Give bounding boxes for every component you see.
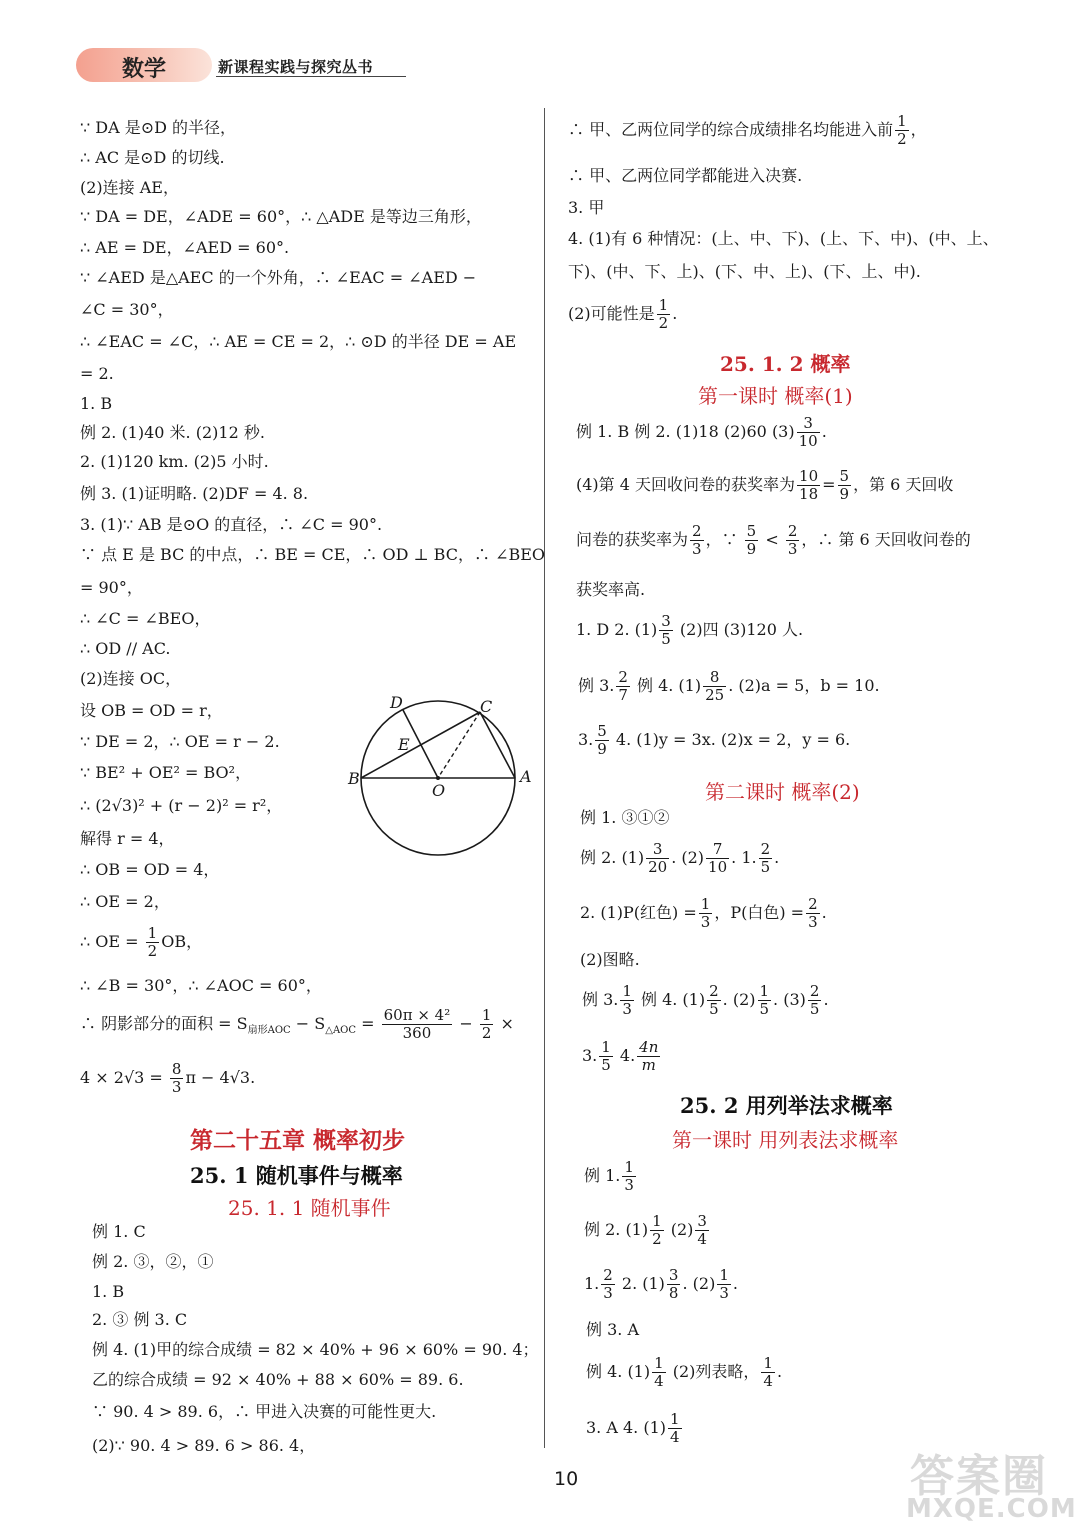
text-line xyxy=(582,1036,662,1076)
text-line xyxy=(80,1004,514,1051)
text-span: (2)列表略， xyxy=(667,1362,760,1381)
text-line: 4. (1)有 6 种情况：(上、中、下)、(上、下、中)、(中、上、 xyxy=(568,229,999,248)
text-line: ∴ OE = 2， xyxy=(80,892,170,911)
text-span: 问卷的获奖率为 xyxy=(576,530,689,549)
center-point xyxy=(436,776,440,780)
text-line xyxy=(576,520,971,560)
denominator: 3 xyxy=(603,1284,613,1302)
numerator: 2 xyxy=(760,840,771,858)
numerator: 1 xyxy=(652,1212,662,1230)
text-span: 2. (1) xyxy=(616,1274,665,1293)
fraction xyxy=(601,1267,615,1302)
label-b: B xyxy=(348,769,360,788)
denominator: 5 xyxy=(601,1056,611,1074)
text-line: 获奖率高. xyxy=(576,580,646,599)
text-line: (2)图略. xyxy=(580,950,640,969)
fraction xyxy=(695,1213,709,1248)
text-span: . xyxy=(732,1274,738,1293)
text-span: × xyxy=(500,1014,514,1033)
text-span: . (2) xyxy=(671,848,705,867)
text-span: OB， xyxy=(161,932,203,951)
fraction xyxy=(806,896,820,931)
numerator: 1 xyxy=(700,895,711,913)
text-line: ∴ OD // AC. xyxy=(80,639,171,658)
section-title: 25. 1 随机事件与概率 xyxy=(190,1163,403,1188)
numerator: 1 xyxy=(897,112,907,130)
lesson-title: 第一课时 概率(1) xyxy=(698,384,853,408)
numerator: 5 xyxy=(746,522,757,540)
denominator: 360 xyxy=(402,1024,432,1042)
denominator: 7 xyxy=(618,686,628,704)
fraction xyxy=(667,1267,681,1302)
numerator: 3 xyxy=(668,1266,679,1284)
header-rule xyxy=(216,76,406,77)
fraction xyxy=(745,523,759,558)
text-line xyxy=(80,922,202,962)
text-span: < xyxy=(765,530,779,549)
fraction xyxy=(646,841,669,876)
text-line: ∵ BE² + OE² = BO²， xyxy=(80,763,252,782)
dashed-oc xyxy=(438,712,480,778)
text-line xyxy=(586,1408,684,1448)
text-line: ∵ ∠AED 是△AEC 的一个外角，∴ ∠EAC = ∠AED − xyxy=(80,268,477,287)
text-line: 例 4. (1)甲的综合成绩 = 82 × 40% + 96 × 60% = 90. 4； xyxy=(92,1340,539,1359)
text-line: 乙的综合成绩 = 92 × 40% + 88 × 60% = 89. 6. xyxy=(92,1370,464,1389)
text-line: ∴ OB = OD = 4， xyxy=(80,860,220,879)
fraction xyxy=(657,297,671,332)
denominator: 8 xyxy=(668,1284,679,1302)
text-line: 下)、(中、下、上)、(下、中、上)、(下、上、中). xyxy=(568,262,921,281)
numerator: 4n xyxy=(639,1038,659,1056)
numerator: 2 xyxy=(709,982,719,1000)
fraction xyxy=(706,841,729,876)
text-span: 3. xyxy=(578,730,594,749)
denominator: 3 xyxy=(624,1176,634,1194)
text-span: . xyxy=(776,1362,783,1381)
text-line: 解得 r = 4， xyxy=(80,829,175,848)
text-span: = xyxy=(356,1014,375,1033)
lesson-title: 第一课时 用列表法求概率 xyxy=(672,1128,899,1152)
denominator: 9 xyxy=(597,740,607,758)
text-line xyxy=(586,1352,782,1392)
denominator: 5 xyxy=(759,1000,770,1018)
numerator: 1 xyxy=(763,1354,773,1372)
numerator: 5 xyxy=(597,722,607,740)
denominator: 2 xyxy=(481,1024,492,1042)
label-e: E xyxy=(398,735,410,754)
text-line xyxy=(568,110,927,150)
numerator: 10 xyxy=(799,467,819,485)
fraction xyxy=(659,613,673,648)
section-title: 25. 2 用列举法求概率 xyxy=(680,1093,893,1118)
denominator: 4 xyxy=(763,1372,773,1390)
subsection-title: 25. 1. 2 概率 xyxy=(720,352,851,376)
chord-bc xyxy=(361,712,480,778)
text-line: ∴ ∠B = 30°，∴ ∠AOC = 60°， xyxy=(80,976,322,995)
text-span: ，P(白色) = xyxy=(714,903,805,922)
text-span: 例 2. (1) xyxy=(584,1220,649,1239)
numerator: 2 xyxy=(809,982,820,1000)
label-o: O xyxy=(432,781,446,800)
text-line xyxy=(576,412,827,452)
fraction xyxy=(703,669,726,704)
fraction xyxy=(650,1213,664,1248)
numerator: 1 xyxy=(719,1266,729,1284)
denominator: 5 xyxy=(709,1000,719,1018)
chapter-title: 第二十五章 概率初步 xyxy=(190,1127,406,1154)
geometry-figure xyxy=(340,690,540,890)
text-line: 例 2. (1)40 米. (2)12 秒. xyxy=(80,423,265,442)
numerator: 1 xyxy=(658,296,669,314)
fraction xyxy=(717,1267,731,1302)
text-span: 3. A 4. (1) xyxy=(586,1418,667,1437)
text-line: = 2. xyxy=(80,364,114,383)
fraction xyxy=(480,1007,494,1042)
text-span: (2)四 (3)120 人. xyxy=(674,620,804,639)
text-line xyxy=(578,720,850,760)
text-line: ∴ AE = DE，∠AED = 60°. xyxy=(80,238,290,257)
denominator: 3 xyxy=(787,540,798,558)
text-span: 例 4. (1) xyxy=(586,1362,651,1381)
fraction xyxy=(620,983,634,1018)
denominator: 10 xyxy=(708,858,728,876)
denominator: 3 xyxy=(700,913,711,931)
denominator: 5 xyxy=(661,630,671,648)
fraction xyxy=(761,1355,775,1390)
text-span: 1. D 2. (1) xyxy=(576,620,658,639)
text-span: . xyxy=(821,903,827,922)
text-span: 例 3. xyxy=(582,990,619,1009)
fraction xyxy=(622,1159,636,1194)
denominator: 2 xyxy=(658,314,669,332)
text-span: ，第 6 天回收 xyxy=(853,475,954,494)
text-line: 3. 甲 xyxy=(568,198,605,217)
text-span: . xyxy=(774,848,780,867)
text-line: 例 1. ③①② xyxy=(580,808,670,827)
text-line: ∴ ∠EAC = ∠C，∴ AE = CE = 2，∴ ⊙D 的半径 DE = AE xyxy=(80,332,517,351)
watermark-text: 答案圈 xyxy=(910,1451,1048,1502)
text-line: ∵ 点 E 是 BC 的中点，∴ BE = CE，∴ OD ⊥ BC，∴ ∠BEO xyxy=(80,545,546,564)
fraction xyxy=(690,523,704,558)
denominator: m xyxy=(641,1056,656,1074)
numerator: 8 xyxy=(171,1060,182,1078)
numerator: 60π × 4² xyxy=(383,1006,451,1024)
denominator: 3 xyxy=(692,540,702,558)
fraction xyxy=(786,523,800,558)
numerator: 1 xyxy=(147,924,158,942)
text-line xyxy=(576,465,953,505)
numerator: 3 xyxy=(697,1212,707,1230)
text-line xyxy=(582,980,829,1020)
fraction xyxy=(759,841,773,876)
text-span: ∴ 阴影部分的面积 = S xyxy=(80,1014,248,1033)
text-span: ∴ OE = xyxy=(80,932,139,951)
text-line: 1. B xyxy=(80,394,113,413)
text-span: . 1. xyxy=(731,848,757,867)
text-line: (2)∵ 90. 4 > 89. 6 > 86. 4， xyxy=(92,1436,316,1455)
fraction xyxy=(838,468,852,503)
numerator: 2 xyxy=(808,895,818,913)
text-line: ∴ ∠C = ∠BEO， xyxy=(80,609,211,628)
text-line xyxy=(578,666,880,706)
text-line: (2)连接 AE， xyxy=(80,178,179,197)
text-line: ∵ DA = DE，∠ADE = 60°，∴ △ADE 是等边三角形， xyxy=(80,207,482,226)
text-span: . xyxy=(821,422,827,441)
fraction xyxy=(668,1411,682,1446)
text-span: (2)可能性是 xyxy=(568,304,655,323)
text-line: ∵ DA 是⊙D 的半径， xyxy=(80,118,237,137)
numerator: 1 xyxy=(624,1158,634,1176)
fraction xyxy=(808,983,822,1018)
text-line xyxy=(580,838,779,878)
text-line xyxy=(580,893,827,933)
column-divider xyxy=(544,108,545,1448)
fraction xyxy=(797,415,820,450)
numerator: 1 xyxy=(759,982,770,1000)
denominator: 10 xyxy=(798,432,818,450)
denominator: 4 xyxy=(654,1372,664,1390)
text-line: ∴ (2√3)² + (r − 2)² = r²， xyxy=(80,796,283,815)
numerator: 1 xyxy=(481,1006,492,1024)
denominator: 25 xyxy=(705,686,725,704)
numerator: 1 xyxy=(670,1410,680,1428)
text-line: 1. B xyxy=(92,1282,125,1301)
numerator: 5 xyxy=(839,467,850,485)
denominator: 3 xyxy=(719,1284,729,1302)
numerator: 2 xyxy=(618,668,628,686)
text-line xyxy=(584,1156,638,1196)
text-span: ， xyxy=(910,120,927,139)
denominator: 3 xyxy=(622,1000,632,1018)
text-span: (2) xyxy=(665,1220,694,1239)
text-line: 设 OB = OD = r， xyxy=(80,701,223,720)
text-span: 3. xyxy=(582,1046,598,1065)
text-line xyxy=(584,1210,711,1250)
fraction xyxy=(699,896,713,931)
denominator: 2 xyxy=(652,1230,662,1248)
text-span: 例 1. B 例 2. (1)18 (2)60 (3) xyxy=(576,422,795,441)
text-line: 例 3. (1)证明略. (2)DF = 4. 8. xyxy=(80,484,309,503)
text-span: ，∵ xyxy=(705,530,738,549)
numerator: 8 xyxy=(703,669,726,687)
text-line: = 90°， xyxy=(80,578,143,597)
text-span: 4 × 2√3 = xyxy=(80,1068,163,1087)
numerator: 7 xyxy=(706,841,729,859)
text-span: 例 3. xyxy=(578,676,615,695)
subject-title: 数学 xyxy=(122,57,167,82)
text-line: 3. (1)∵ AB 是⊙O 的直径，∴ ∠C = 90°. xyxy=(80,515,383,534)
watermark-url: MXQE.COM xyxy=(906,1494,1077,1524)
text-line: ∵ DE = 2，∴ OE = r − 2. xyxy=(80,732,280,751)
text-span: 2. (1)P(红色) = xyxy=(580,903,697,922)
text-span: ∴ 甲、乙两位同学的综合成绩排名均能进入前 xyxy=(568,120,894,139)
numerator: 2 xyxy=(603,1266,613,1284)
fraction xyxy=(616,669,630,704)
text-line: 2. ③ 例 3. C xyxy=(92,1310,188,1329)
label-a: A xyxy=(520,767,532,786)
text-span: 例 2. (1) xyxy=(580,848,645,867)
fraction xyxy=(758,983,772,1018)
text-span: . (2)a = 5，b = 10. xyxy=(728,676,880,695)
text-span: 1. xyxy=(584,1274,600,1293)
label-d: D xyxy=(390,693,403,712)
text-line: 例 3. A xyxy=(586,1320,639,1339)
text-span: . xyxy=(823,990,829,1009)
numerator: 1 xyxy=(601,1038,611,1056)
text-span: 例 4. (1) xyxy=(631,676,702,695)
text-line: ∠C = 30°， xyxy=(80,300,174,319)
text-span: = xyxy=(822,475,836,494)
fraction xyxy=(637,1039,660,1074)
numerator: 1 xyxy=(622,982,632,1000)
label-c: C xyxy=(480,697,493,716)
text-span: . (2) xyxy=(722,990,756,1009)
text-line: (2)连接 OC， xyxy=(80,669,182,688)
watermark-logo xyxy=(900,1440,1077,1530)
fraction xyxy=(797,468,820,503)
text-line xyxy=(584,1264,738,1304)
denominator: 9 xyxy=(746,540,757,558)
denominator: 5 xyxy=(760,858,771,876)
text-line xyxy=(576,610,803,650)
text-line: ∵ 90. 4 > 89. 6，∴ 甲进入决赛的可能性更大. xyxy=(92,1402,437,1421)
subsection-title: 25. 1. 1 随机事件 xyxy=(228,1196,391,1220)
denominator: 2 xyxy=(147,942,158,960)
text-line: ∴ 甲、乙两位同学都能进入决赛. xyxy=(568,166,803,185)
text-line: ∴ AC 是⊙D 的切线. xyxy=(80,148,225,167)
denominator: 3 xyxy=(171,1078,182,1096)
numerator: 2 xyxy=(787,522,798,540)
denominator: 18 xyxy=(799,485,819,503)
denominator: 5 xyxy=(809,1000,820,1018)
denominator: 20 xyxy=(648,858,668,876)
denominator: 4 xyxy=(670,1428,680,1446)
fraction xyxy=(170,1061,184,1096)
page-header xyxy=(76,46,406,86)
text-span: ，∴ 第 6 天回收问卷的 xyxy=(801,530,971,549)
text-span: 例 4. (1) xyxy=(635,990,706,1009)
page-number: 10 xyxy=(554,1468,579,1490)
text-span: . xyxy=(672,304,678,323)
numerator: 3 xyxy=(661,612,671,630)
subscript: 扇形AOC xyxy=(247,1025,291,1037)
denominator: 4 xyxy=(697,1230,707,1248)
denominator: 2 xyxy=(897,130,907,148)
text-span: 4. xyxy=(614,1046,636,1065)
text-line: 例 1. C xyxy=(92,1222,146,1241)
chord-ca xyxy=(480,712,515,778)
numerator: 2 xyxy=(692,522,702,540)
numerator: 3 xyxy=(646,841,669,859)
text-line xyxy=(568,294,677,334)
text-span: . (2) xyxy=(682,1274,716,1293)
lesson-title: 第二课时 概率(2) xyxy=(705,780,860,804)
text-span: 例 1. xyxy=(584,1166,621,1185)
fraction xyxy=(652,1355,666,1390)
denominator: 3 xyxy=(808,913,818,931)
fraction xyxy=(595,723,609,758)
text-span: (4)第 4 天回收问卷的获奖率为 xyxy=(576,475,796,494)
fraction xyxy=(146,925,160,960)
text-line xyxy=(80,1058,255,1098)
fraction xyxy=(382,1007,453,1042)
text-span: π − 4√3. xyxy=(185,1068,256,1087)
text-line: 2. (1)120 km. (2)5 小时. xyxy=(80,452,269,471)
numerator: 1 xyxy=(654,1354,664,1372)
text-span: 4. (1)y = 3x. (2)x = 2，y = 6. xyxy=(610,730,851,749)
fraction xyxy=(707,983,721,1018)
series-title: 新课程实践与探究丛书 xyxy=(218,58,374,76)
text-span: − xyxy=(459,1014,473,1033)
text-span: − S xyxy=(290,1014,326,1033)
fraction xyxy=(895,113,909,148)
fraction xyxy=(599,1039,613,1074)
text-line: 例 2. ③，②，① xyxy=(92,1252,214,1271)
subscript: △AOC xyxy=(325,1025,357,1037)
denominator: 9 xyxy=(839,485,850,503)
numerator: 3 xyxy=(797,415,820,433)
text-span: . (3) xyxy=(773,990,806,1009)
